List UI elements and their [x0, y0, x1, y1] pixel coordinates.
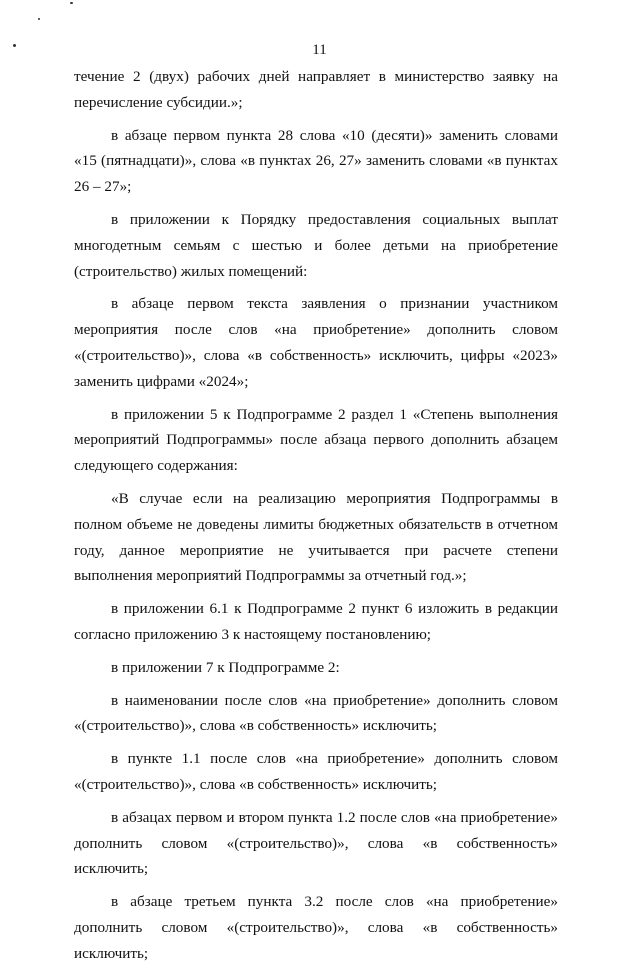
paragraph: в наименовании после слов «на приобретение» дополнить словом «(строительство)», слова «в собственность» исключить;: [74, 691, 558, 735]
paragraph: в абзацах первом и втором пункта 1.2 после слов «на приобретение» дополнить словом «(строительство)», слова «в собственность» исключить;: [74, 808, 558, 878]
paragraph: в приложении 5 к Подпрограмме 2 раздел 1 «Степень выполнения мероприятий Подпрограммы» после абзаца первого дополнить абзацем следующего содержания:: [74, 405, 558, 475]
paragraph: в абзаце третьем пункта 3.2 после слов «на приобретение» дополнить словом «(строительство)», слова «в собственность» исключить;: [74, 893, 558, 962]
document-body: [74, 64, 558, 974]
scan-speck: [38, 18, 40, 20]
paragraph: «В случае если на реализацию мероприятия Подпрограммы в полном объеме не доведены лимиты бюджетных обязательств в отчетном году, данное мероприятие не учитывается при расчете степени выполнения мероприятий Подпрограммы за отчетный год.»;: [74, 489, 558, 585]
paragraph: течение 2 (двух) рабочих дней направляет в министерство заявку на перечисление субсидии.»;: [74, 68, 558, 111]
paragraph: в пункте 1.1 после слов «на приобретение» дополнить словом «(строительство)», слова «в собственность» исключить;: [74, 750, 558, 793]
paragraph: в приложении к Порядку предоставления социальных выплат многодетным семьям с шестью и более детьми на приобретение (строительство) жилых помещений:: [74, 210, 558, 280]
paragraph: в приложении 6.1 к Подпрограмме 2 пункт 6 изложить в редакции согласно приложению 3 к настоящему постановлению;: [74, 600, 558, 643]
paragraph: в абзаце первом пункта 28 слова «10 (десяти)» заменить словами «15 (пятнадцати)», слова «в пунктах 26, 27» заменить словами «в пунктах 26 – 27»;: [74, 126, 558, 196]
paragraph: в приложении 7 к Подпрограмме 2:: [111, 658, 340, 676]
scan-speck: [13, 44, 16, 47]
scan-speck: [70, 2, 73, 4]
paragraph: в абзаце первом текста заявления о признании участником мероприятия после слов «на приобретение» дополнить словом «(строительство)», слова «в собственность» исключить, цифры «2023» заменить цифрами «2024»;: [74, 295, 558, 390]
page-number: 11: [312, 42, 327, 58]
